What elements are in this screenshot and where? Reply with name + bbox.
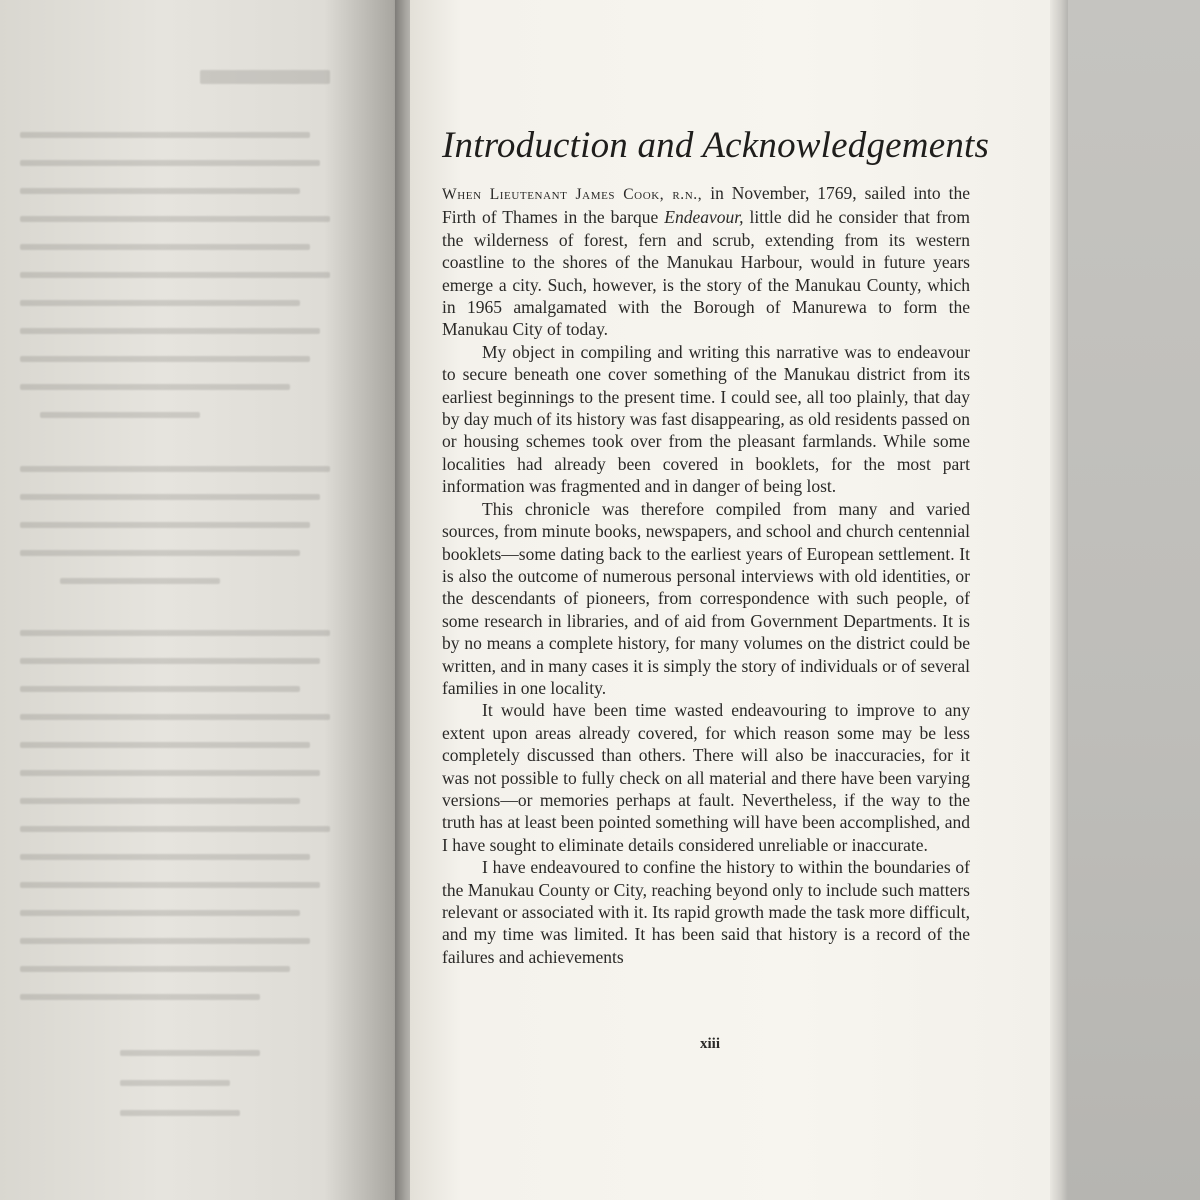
paragraph: It would have been time wasted endeavouring to improve to any extent upon areas already covered, for which reason some may be less completely discussed than others. There will also be inaccuracies, for it was not possible to fully check on all material and there have been varying versions—or memories perhaps at fault. Nevertheless, if the way to the truth has at least been pointed something will have been accomplished, and I have sought to eliminate details considered unreliable or inaccurate. [442,700,970,855]
ghost-text-line [20,466,330,472]
ghost-text-line [120,1080,230,1086]
ghost-text-line [40,412,200,418]
ghost-text-line [20,714,330,720]
ghost-text-line [60,578,220,584]
left-page [0,0,405,1200]
ghost-text-line [20,770,320,776]
ghost-text-line [20,188,300,194]
ghost-text-line [20,494,320,500]
paragraph-opening [442,182,970,341]
ghost-text-line [20,658,320,664]
ghost-text-line [20,910,300,916]
opening-smallcaps: When Lieutenant James Cook, r.n., [442,186,703,203]
page-number: xiii [699,1036,720,1052]
ghost-text-line [20,550,300,556]
body-text [442,182,970,968]
ghost-text-line [20,854,310,860]
ghost-text-line [20,826,330,832]
ghost-text-line [20,328,320,334]
opening-text-a: in November, 1769, sailed into the Firth of Thames in the barque [442,183,970,228]
ghost-text-line [120,1110,240,1116]
paragraph: This chronicle was therefore compiled from many and varied sources, from minute books, newspapers, and school and church centennial booklets—some dating back to the earliest years of European settlement. It is also the outcome of numerous personal interviews with old identities, or the descendants of pioneers, from correspondence with such people, of some research in libraries, and of aid from Government Departments. It is by no means a complete history, for many volumes on the district could be written, and in many cases it is simply the story of individuals or of several families in one locality. [442,498,970,698]
show-through-text [0,0,405,1200]
ghost-text-line [20,994,260,1000]
page-edge [1050,0,1068,1200]
ghost-text-line [20,272,330,278]
ghost-text-line [20,384,290,390]
page-title: Introduction and Acknowledgements [442,125,990,166]
ghost-text-line [20,244,310,250]
paragraph: I have endeavoured to confine the history to within the boundaries of the Manukau County or City, reaching beyond only to include such matters relevant or associated with it. Its rapid growth made the task more difficult, and my time was limited. It has been said that history is a record of the failures and achievements [442,857,970,967]
ghost-text-line [20,742,310,748]
ghost-text-line [20,686,300,692]
opening-text-b: little did he consider that from the wilderness of forest, fern and scrub, extending from its western coastline to the shores of the Manukau Harbour, would in future years emerge a city. Such, however, is the story of the Manukau County, which in 1965 amalgamated with the Borough of Manurewa to form the Manukau City of today. [442,207,970,340]
ghost-text-line [20,356,310,362]
ghost-text-line [20,798,300,804]
ghost-text-line [20,300,300,306]
page-text-block [442,124,990,968]
ghost-text-line [20,630,330,636]
ghost-text-line [20,938,310,944]
ghost-text-line [20,966,290,972]
ghost-text-line [200,70,330,84]
background-surface [1068,0,1200,1200]
ghost-text-line [120,1050,260,1056]
ghost-text-line [20,216,330,222]
ghost-text-line [20,882,320,888]
ghost-text-line [20,522,310,528]
paragraph: My object in compiling and writing this narrative was to endeavour to secure beneath one cover something of the Manukau district from its earliest beginnings to the present time. I could see, all too plainly, that day by day much of its history was fast disappearing, as old residents passed on or housing schemes took over from the pleasant farmlands. While some localities had already been covered in booklets, for the most part information was fragmented and in danger of being lost. [442,341,970,497]
ghost-text-line [20,160,320,166]
ghost-text-line [20,132,310,138]
ship-name: Endeavour, [664,207,744,228]
